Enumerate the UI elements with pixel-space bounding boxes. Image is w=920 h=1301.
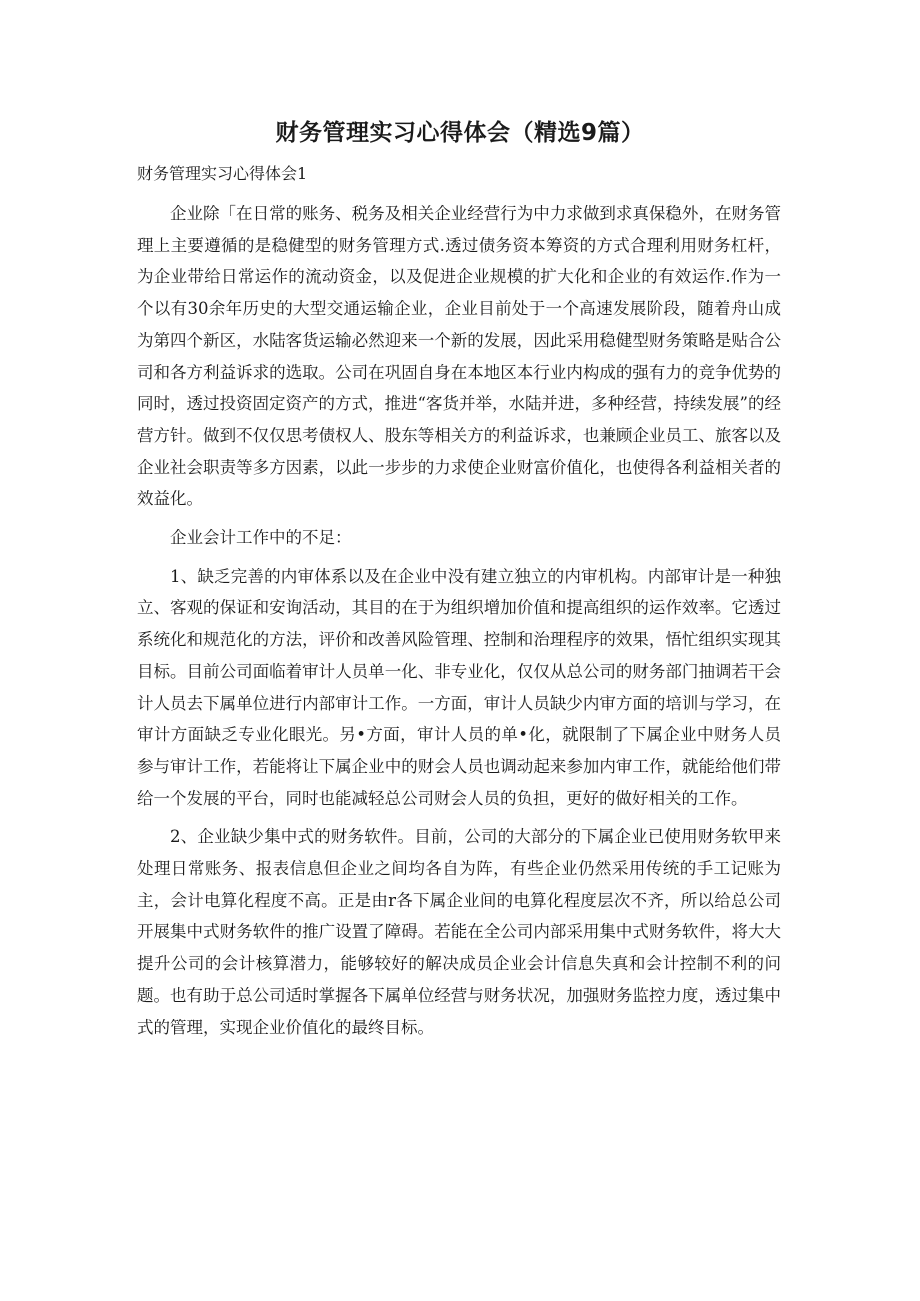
document-title: 财务管理实习心得体会（精选9篇） (275, 120, 645, 146)
section-heading: 财务管理实习心得体会1 (137, 164, 308, 183)
document-body (137, 198, 781, 1050)
paragraph-intro: 企业除「在日常的账务、税务及相关企业经营行为中力求做到求真保稳外，在财务管理上主要遵循的是稳健型的财务管理方式.透过债务资本筹资的方式合理利用财务杠杆，为企业带给日常运作的流动资金，以及促进企业规模的扩大化和企业的有效运作.作为一个以有30余年历史的大型交通运输企业，企业目前处于一个高速发展阶段，随着舟山成为第四个新区，水陆客货运输必然迎来一个新的发展，因此采用稳健型财务策略是贴合公司和各方利益诉求的选取。公司在巩固自身在本地区本行业内构成的强有力的竞争优势的同时，透过投资固定资产的方式，推进“客货并举，水陆并进，多种经营，持续发展”的经营方针。做到不仅仅思考债权人、股东等相关方的利益诉求，也兼顾企业员工、旅客以及企业社会职责等多方因素，以此一步步的力求使企业财富价值化，也使得各利益相关者的效益化。 (137, 204, 781, 509)
paragraph-point-2: 2、企业缺少集中式的财务软件。目前，公司的大部分的下属企业已使用财务软甲来处理日常账务、报表信息但企业之间均各自为阵，有些企业仍然采用传统的手工记账为主，会计电算化程度不高。正是由r各下属企业间的电算化程度层次不齐，所以给总公司开展集中式财务软件的推广设置了障碍。若能在全公司内部采用集中式财务软件，将大大提升公司的会计核算潜力，能够较好的解决成员企业会计信息失真和会计控制不利的问题。也有助于总公司适时掌握各下属单位经营与财务状况，加强财务监控力度，透过集中式的管理，实现企业价值化的最终目标。 (137, 827, 781, 1037)
paragraph-point-1: 1、缺乏完善的内审体系以及在企业中没有建立独立的内审机构。内部审计是一种独立、客观的保证和安询活动，其目的在于为组织增加价值和提高组织的运作效率。它透过系统化和规范化的方法，评价和改善风险管理、控制和治理程序的效果，悟忙组织实现其目标。目前公司面临着审计人员单一化、非专业化，仅仅从总公司的财务部门抽调若干会计人员去下属单位进行内部审计工作。一方面，审计人员缺少内审方面的培训与学习，在审计方面缺乏专业化眼光。另•方面，审计人员的单•化，就限制了下属企业中财务人员参与审计工作，若能将让下属企业中的财会人员也调动起来参加内审工作，就能给他们带给一个发展的平台，同时也能减轻总公司财会人员的负担，更好的做好相关的工作。 (137, 566, 781, 808)
paragraph-shortcomings-heading: 企业会计工作中的不足： (170, 528, 352, 548)
